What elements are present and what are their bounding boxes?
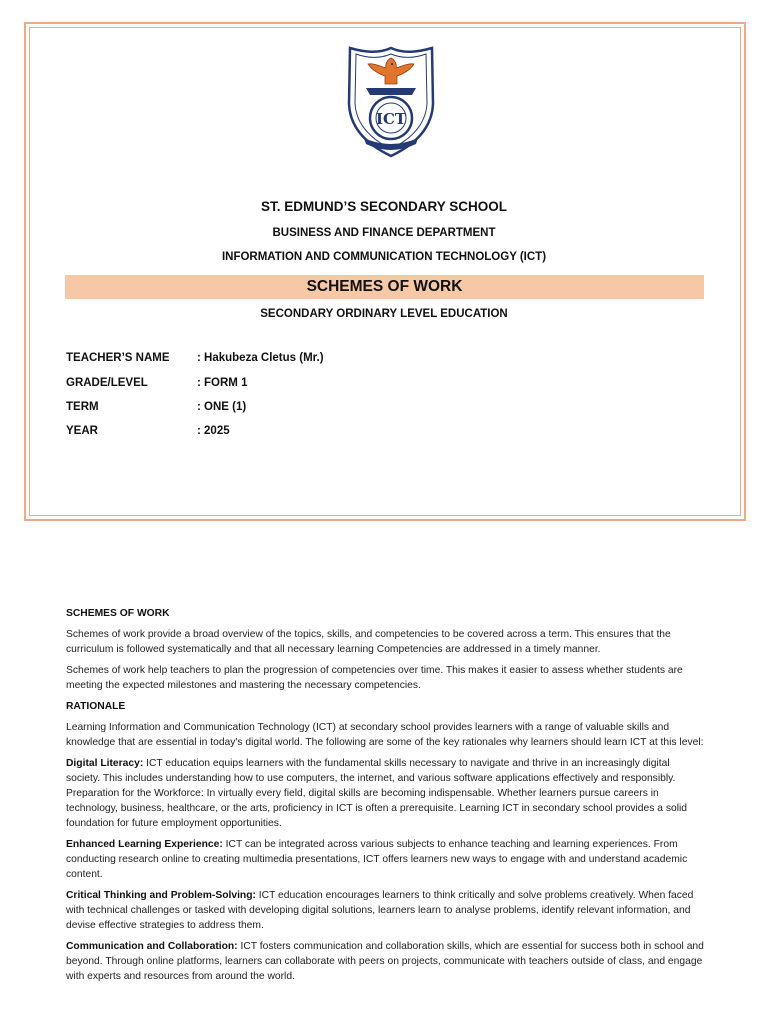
point-text: ICT education encourages learners to think critically and solve problems creatively. When faced with technical challenges or tasked with developing digital solutions, learners learn to analyse problems, identify relevant information, and devise effective strategies to address them. [66, 890, 694, 931]
department-name: BUSINESS AND FINANCE DEPARTMENT [272, 227, 496, 239]
info-value: : 2025 [197, 425, 230, 437]
info-value: : FORM 1 [197, 377, 248, 389]
education-level: SECONDARY ORDINARY LEVEL EDUCATION [260, 308, 508, 320]
point-term: Enhanced Learning Experience: [66, 839, 223, 850]
info-value: : ONE (1) [197, 401, 247, 413]
school-crest-logo [346, 46, 436, 158]
info-label: YEAR [66, 425, 98, 437]
title-band [65, 275, 704, 299]
rationale-point [66, 837, 706, 882]
section-heading-schemes: SCHEMES OF WORK [66, 608, 170, 619]
point-term: Communication and Collaboration: [66, 941, 238, 952]
rationale-point [66, 888, 706, 933]
subject-name: INFORMATION AND COMMUNICATION TECHNOLOGY (ICT) [221, 251, 547, 263]
info-label: GRADE/LEVEL [66, 377, 148, 389]
document-title: SCHEMES OF WORK [306, 278, 463, 295]
point-text: ICT can be integrated across various subjects to enhance teaching and learning experiences. From conducting research online to creating multimedia presentations, ICT offers learners new ways to engage with and understand academic content. [66, 839, 688, 880]
info-label: TERM [66, 401, 99, 413]
paragraph: Schemes of work help teachers to plan the progression of competencies over time. This makes it easier to assess whether students are meeting the expected milestones and mastering the necessary competencies. [66, 665, 683, 691]
point-text: ICT fosters communication and collaboration skills, which are essential for success both in school and beyond. Through online platforms, learners can collaborate with peers on projects, communicate with teachers outside of class, and engage with experts and resources from around the world. [66, 941, 704, 982]
rationale-point [66, 756, 706, 831]
crest-letters: ICT [375, 110, 407, 128]
point-term: Digital Literacy: [66, 758, 144, 769]
info-label: TEACHER’S NAME [66, 352, 170, 364]
point-text: ICT education equips learners with the fundamental skills necessary to navigate and thrive in an increasingly digital society. This includes understanding how to use computers, the internet, and various software applications effectively and responsibly. Preparation for the Workforce: In virtually every field, digital skills are becoming indispensable. Whether learners pursue careers in technology, business, healthcare, or the arts, proficiency in ICT is often a prerequisite. Learning ICT in secondary school provides a solid foundation for future employment opportunities. [66, 758, 688, 829]
paragraph: Learning Information and Communication Technology (ICT) at secondary school provides learners with a range of valuable skills and knowledge that are essential in today's digital world. The following are some of the key rationales why learners should learn ICT at this level: [66, 722, 704, 748]
school-name: ST. EDMUND’S SECONDARY SCHOOL [260, 199, 508, 214]
paragraph: Schemes of work provide a broad overview of the topics, skills, and competencies to be covered across a term. This ensures that the curriculum is followed systematically and that all necessary learning Competencies are addressed in a timely manner. [66, 629, 671, 655]
point-term: Critical Thinking and Problem-Solving: [66, 890, 256, 901]
document-body [66, 606, 706, 990]
section-heading-rationale: RATIONALE [66, 701, 126, 712]
rationale-point [66, 939, 706, 984]
info-value: : Hakubeza Cletus (Mr.) [197, 352, 324, 364]
